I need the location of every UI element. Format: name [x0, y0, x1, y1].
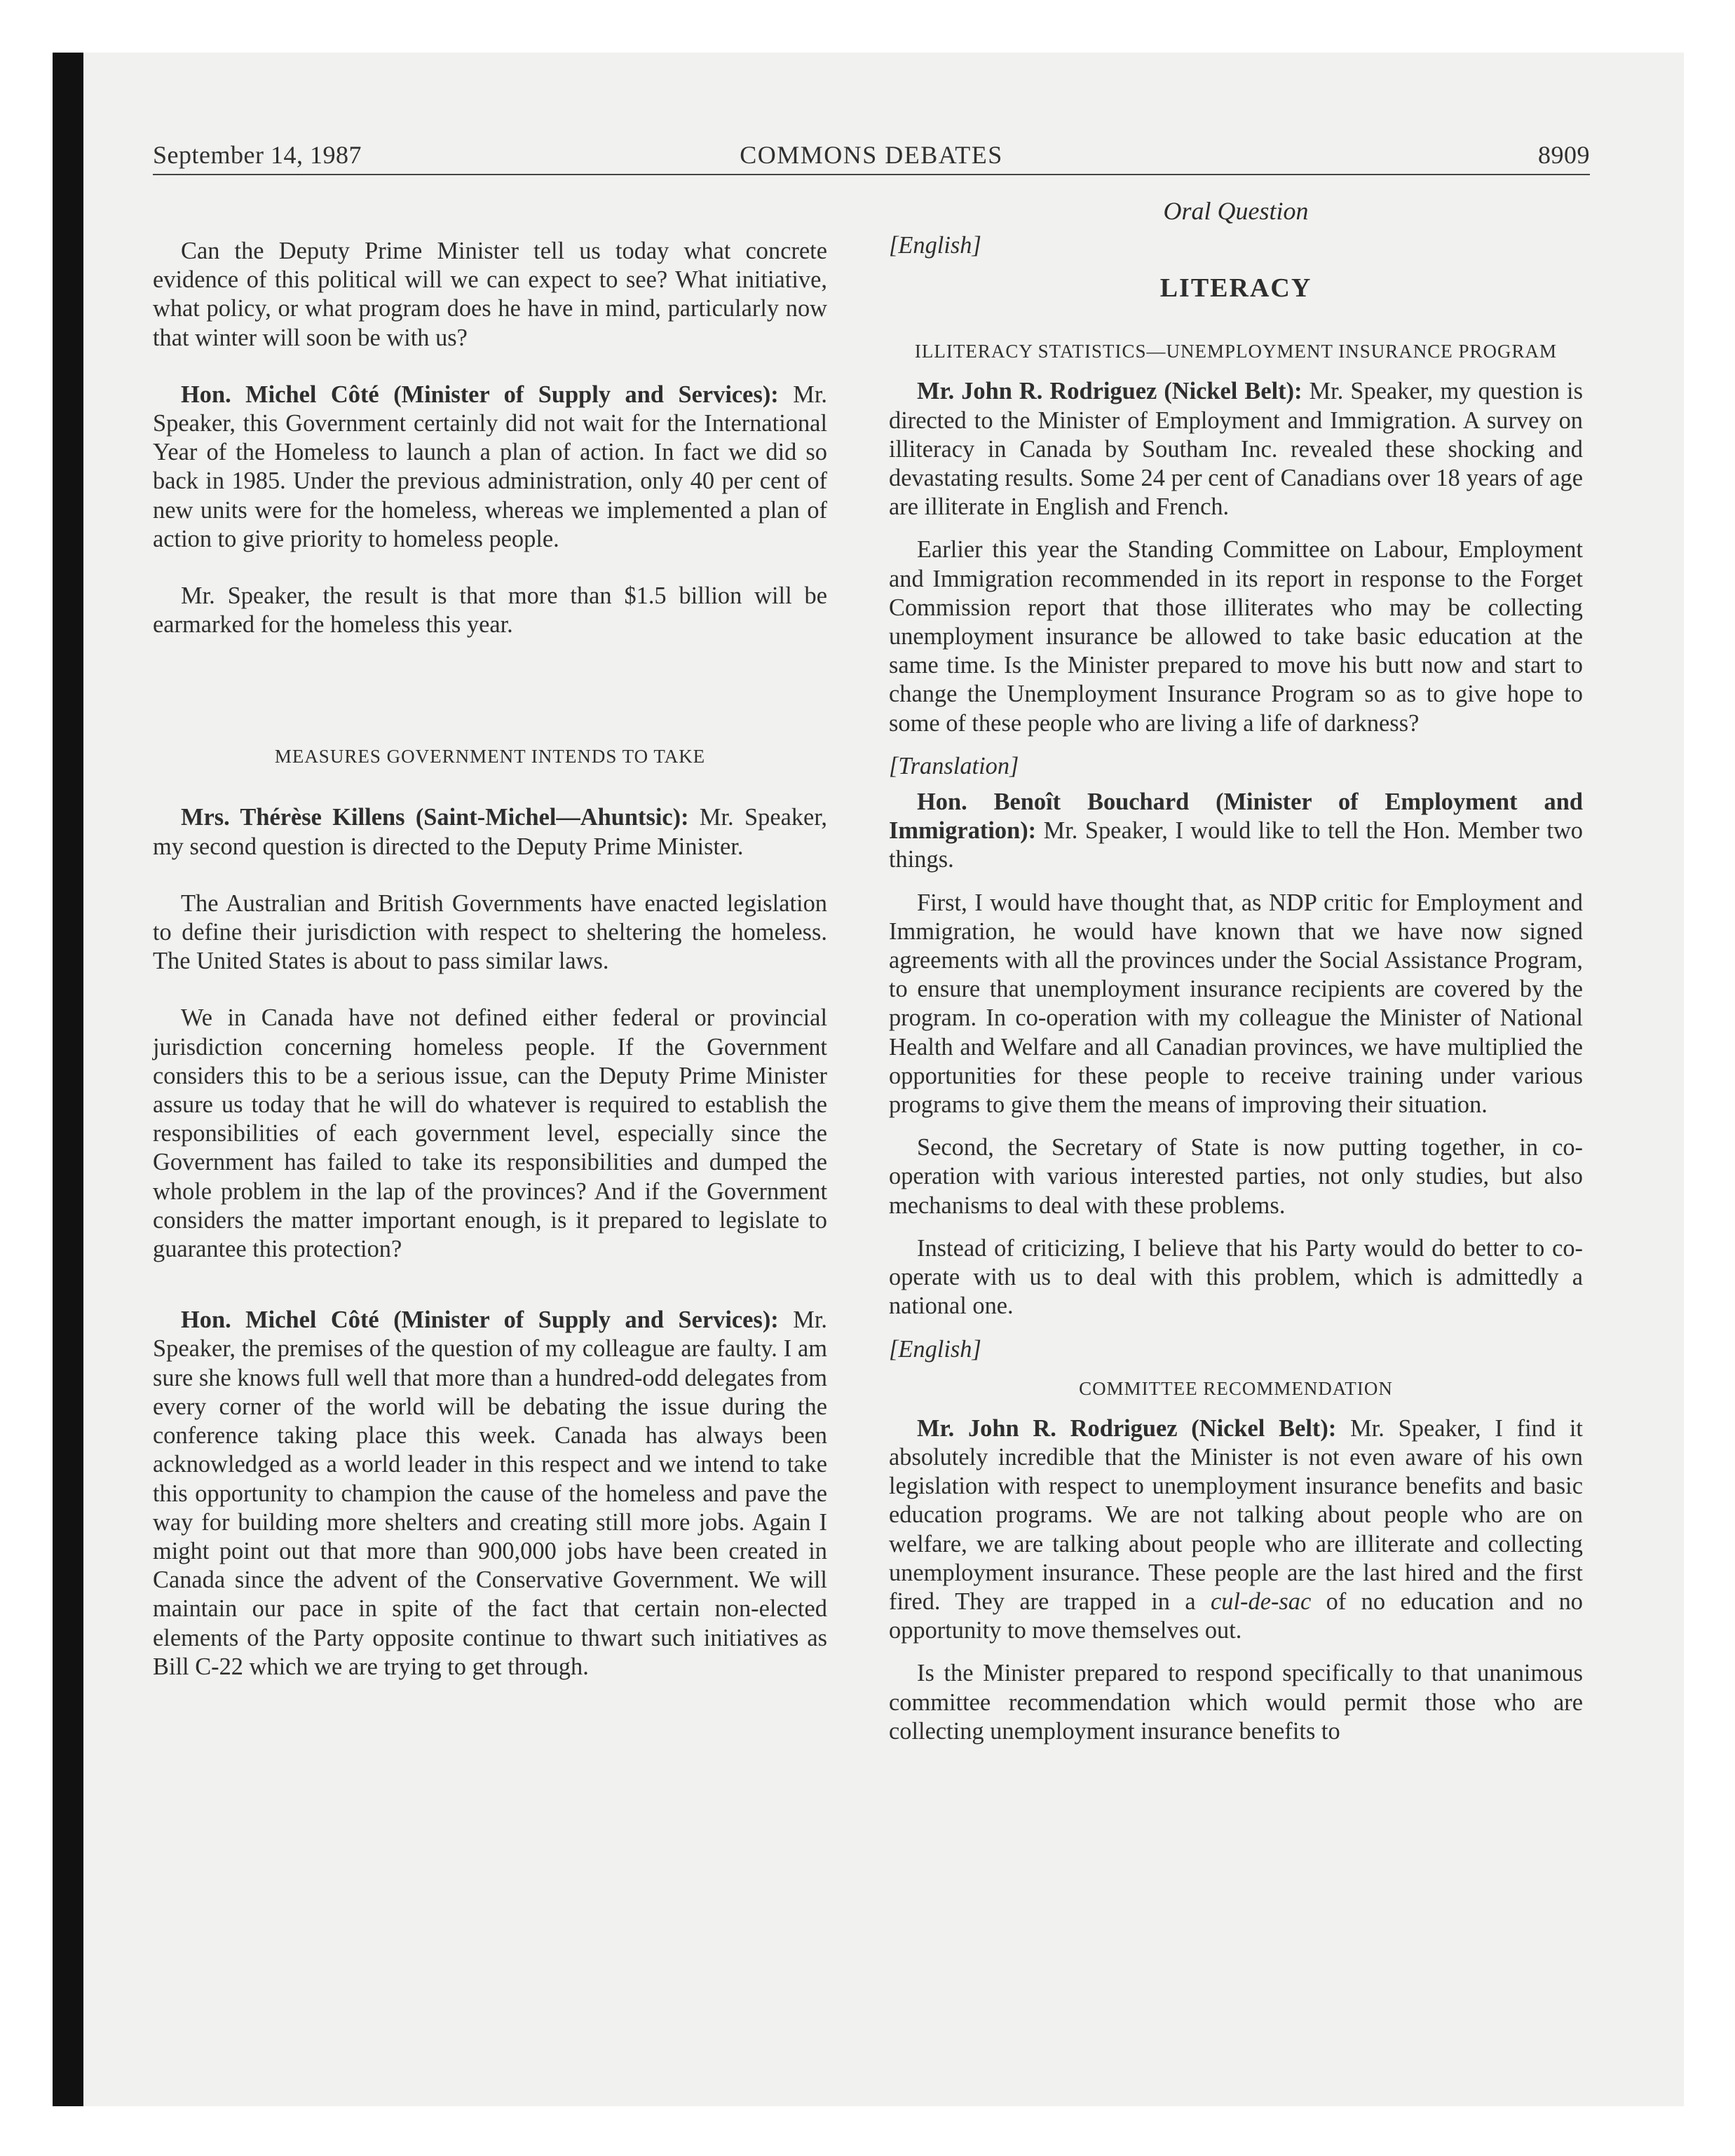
binding-edge: [53, 53, 83, 2106]
speaker-name: Mr. John R. Rodriguez (Nickel Belt):: [917, 378, 1302, 405]
speech-text: Mr. Speaker, the premises of the question of my colleague are faulty. I am sure she knows full well that more than a hundred-odd delegates from every corner of the world will be debating the issue during the conference taking place this week. Canada has always been acknowledged as a world leader in this respect and we intend to take this opportunity to champion the cause of the homeless and pave the way for building more shelters and creating still more jobs. Again I might point out that more than 900,000 jobs have been created in Canada since the advent of the Conservative Government. We will maintain our pace in spite of the fact that certain non-elected elements of the Party opposite continue to thwart such initiatives as Bill C-22 which we are trying to get through.: [153, 1306, 827, 1680]
speech-text: Mr. Speaker, I find it absolutely incredible that the Minister is not even aware of his own legislation with respect to unemployment insurance benefits and basic education programs. We are not talking about people who are on welfare, we are talking about people who are illiterate and collecting unemployment insurance. These people are the last hired and the first fired. They are trapped in a: [889, 1414, 1583, 1615]
paragraph: Second, the Secretary of State is now putting together, in co-operation with various interested parties, not only studies, but also mechanisms to deal with these problems.: [889, 1134, 1583, 1219]
header-page-number: 8909: [1538, 141, 1590, 169]
speech-text: of no education and no opportunity to move themselves out.: [889, 1588, 1583, 1644]
paragraph: First, I would have thought that, as NDP critic for Employment and Immigration, he would have known that we have now signed agreements with all the provinces under the Social Assistance Program, to ensure that unemployment insurance recipients are covered by the program. In co-operation with my colleague the Minister of National Health and Welfare and all Canadian provinces, we have multiplied the opportunities for these people to receive training under various programs to give them the means of improving their situation.: [889, 889, 1583, 1119]
paragraph: [153, 803, 827, 861]
paragraph: [153, 381, 827, 554]
subheading: MEASURES GOVERNMENT INTENDS TO TAKE: [274, 746, 706, 767]
language-marker: [Translation]: [889, 752, 1019, 779]
speaker-name: Hon. Michel Côté (Minister of Supply and Services):: [181, 381, 779, 408]
subheading: COMMITTEE RECOMMENDATION: [1079, 1377, 1393, 1399]
speech-text: Mr. Speaker, my question is directed to the Minister of Employment and Immigration. A survey on illiteracy in Canada by Southam Inc. revealed these shocking and devastating results. Some 24 per cent of Canadians over 18 years of age are illiterate in English and French.: [889, 378, 1583, 521]
header-rule: [153, 174, 1590, 175]
right-column: [889, 189, 1583, 1760]
left-column: [153, 189, 827, 1696]
speaker-name: Hon. Michel Côté (Minister of Supply and Services):: [181, 1306, 779, 1334]
header-date: September 14, 1987: [153, 141, 362, 169]
speaker-name: Mrs. Thérèse Killens (Saint-Michel—Ahuntsic):: [181, 804, 689, 831]
paragraph: Can the Deputy Prime Minister tell us today what concrete evidence of this political will we can expect to see? What initiative, what policy, or what program does he have in mind, particularly now that winter will soon be with us?: [153, 238, 827, 351]
paragraph: Instead of criticizing, I believe that his Party would do better to co-operate with us to deal with this problem, which is admittedly a national one.: [889, 1234, 1583, 1320]
paragraph: Mr. Speaker, the result is that more than $1.5 billion will be earmarked for the homeless this year.: [153, 582, 827, 639]
paragraph: [889, 788, 1583, 875]
italic-term: cul-de-sac: [1211, 1588, 1312, 1615]
speaker-name: Hon. Benoît Bouchard (Minister of Employment and Immigration):: [889, 789, 1583, 845]
speech-text: Mr. Speaker, this Government certainly did not wait for the International Year of the Homeless to launch a plan of action. In fact we did so back in 1985. Under the previous administration, only 40 per cent of new units were for the homeless, whereas we implemented a plan of action to give priority to homeless people.: [153, 381, 827, 552]
language-marker: [English]: [889, 1335, 981, 1363]
speech-text: Mr. Speaker, my second question is directed to the Deputy Prime Minister.: [153, 804, 827, 860]
paragraph: [889, 377, 1583, 521]
speech-text: Mr. Speaker, I would like to tell the Hon. Member two things.: [889, 817, 1583, 873]
section-title: LITERACY: [1159, 273, 1312, 303]
paragraph: The Australian and British Governments have enacted legislation to define their jurisdiction with respect to sheltering the homeless. The United States is about to pass similar laws.: [153, 889, 827, 975]
paragraph: [153, 1306, 827, 1681]
speaker-name: Mr. John R. Rodriguez (Nickel Belt):: [917, 1414, 1337, 1442]
paragraph: Is the Minister prepared to respond specifically to that unanimous committee recommendation which would permit those who are collecting unemployment insurance benefits to: [889, 1660, 1583, 1745]
paragraph: [889, 1414, 1583, 1646]
paragraph: Earlier this year the Standing Committee on Labour, Employment and Immigration recommended in its report in response to the Forget Commission report that those illiterates who may be collecting unemployment insurance be allowed to take basic education at the same time. Is the Minister prepared to move his butt now and start to change the Unemployment Insurance Program so as to give hope to some of these people who are living a life of darkness?: [889, 536, 1583, 737]
section-label: Oral Question: [1163, 197, 1309, 225]
page-header: [153, 140, 1590, 174]
language-marker: [English]: [889, 232, 981, 259]
subheading: ILLITERACY STATISTICS—UNEMPLOYMENT INSURANCE PROGRAM: [914, 341, 1558, 362]
paragraph: We in Canada have not defined either federal or provincial jurisdiction concerning homeless people. If the Government considers this to be a serious issue, can the Deputy Prime Minister assure us today that he will do whatever is required to establish the responsibilities of each government level, especially since the Government has failed to take its responsibilities and dumped the whole problem in the lap of the provinces? And if the Government considers the matter important enough, is it prepared to legislate to guarantee this protection?: [153, 1004, 827, 1263]
header-title: COMMONS DEBATES: [740, 141, 1003, 169]
